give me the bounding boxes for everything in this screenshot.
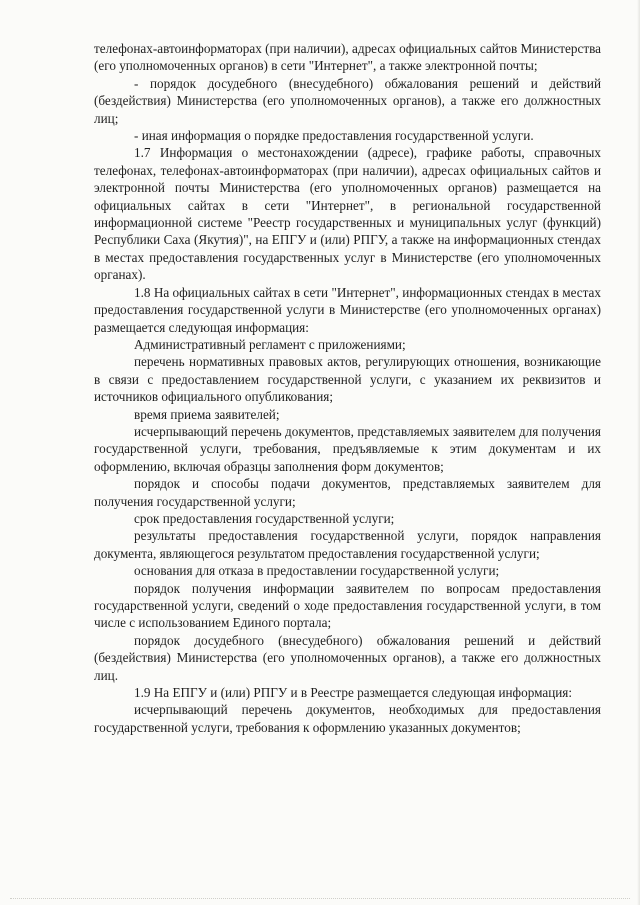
- paragraph-other-information: - иная информация о порядке предоставления государственной услуги.: [134, 128, 534, 144]
- list-item-reception-time: время приема заявителей;: [134, 406, 280, 422]
- list-item-information-procedure: порядок получения информации заявителем по вопросам предоставления государственной услуги, сведений о ходе предоставления государственной услуги, в том числе с использованием Единого портала;: [94, 580, 601, 631]
- list-item-documents-list: исчерпывающий перечень документов, представляемых заявителем для получения государственной услуги, требования, предъявляемые к этим документам и их оформлению, включая образцы заполнения форм документов;: [94, 423, 601, 474]
- list-item-submission-methods: порядок и способы подачи документов, представляемых заявителем для получения государственной услуги;: [94, 476, 601, 509]
- document-page: [94, 40, 601, 736]
- paragraph-clause-1-9: 1.9 На ЕПГУ и (или) РПГУ и в Реестре размещается следующая информация:: [134, 685, 573, 701]
- list-item-legal-acts: перечень нормативных правовых актов, регулирующих отношения, возникающие в связи с предоставлением государственной услуги, с указанием их реквизитов и источников официального опубликования;: [94, 354, 601, 405]
- list-item-service-term: срок предоставления государственной услуги;: [134, 510, 395, 526]
- list-item-service-results: результаты предоставления государственной услуги, порядок направления документа, являющегося результатом предоставления государственной услуги;: [94, 528, 601, 561]
- paragraph-clause-1-8: 1.8 На официальных сайтах в сети "Интернет", информационных стендах в местах предоставления государственной услуги в Министерстве (его уполномоченных органах) размещается следующая информация:: [94, 284, 601, 335]
- page-bottom-edge: [10, 898, 630, 899]
- paragraph-clause-1-7: 1.7 Информация о местонахождении (адресе), графике работы, справочных телефонах, телефонах-автоинформаторах (при наличии), адресах официальных сайтов и электронной почты Министерства (его уполномоченных органов) размещается на официальных сайтах в сети "Интернет", в региональной государственной информационной системе "Реестр государственных и муниципальных услуг (функций) Республики Саха (Якутия)", на ЕПГУ и (или) РПГУ, а также на информационных стендах в местах предоставления государственных услуг в Министерстве (его уполномоченных органах).: [94, 145, 601, 283]
- paragraph-contacts-continued: телефонах-автоинформаторах (при наличии), адресах официальных сайтов Министерства (его уполномоченных органов) в сети "Интернет", а также электронной почты;: [94, 41, 601, 74]
- paragraph-appeal-procedure: - порядок досудебного (внесудебного) обжалования решений и действий (бездействия) Министерства (его уполномоченных органов), а также его должностных лиц;: [94, 75, 601, 126]
- list-item-appeal-procedure: порядок досудебного (внесудебного) обжалования решений и действий (бездействия) Министерства (его уполномоченных органов), а также его должностных лиц.: [94, 632, 601, 683]
- list-item-required-documents: исчерпывающий перечень документов, необходимых для предоставления государственной услуги, требования к оформлению указанных документов;: [94, 702, 601, 735]
- list-item-refusal-grounds: основания для отказа в предоставлении государственной услуги;: [134, 563, 500, 579]
- list-item-regulation: Административный регламент с приложениями;: [134, 336, 406, 352]
